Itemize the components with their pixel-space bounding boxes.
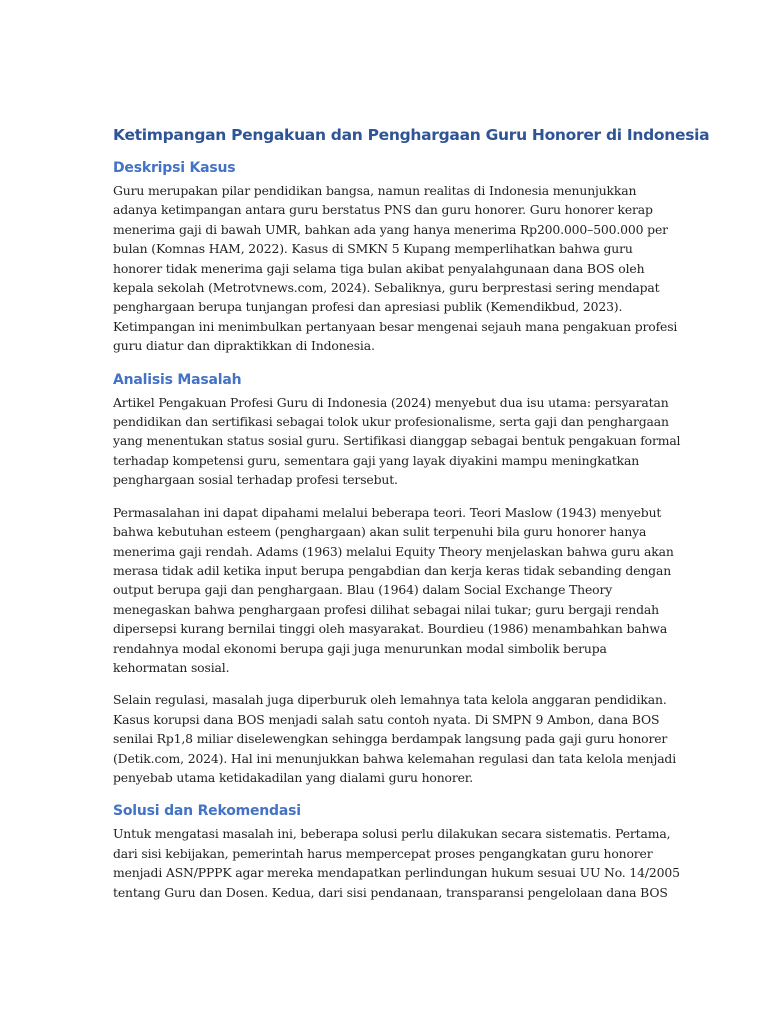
paragraph-line: honorer tidak menerima gaji selama tiga bulan akibat penyalahgunaan dana BOS oleh: [113, 260, 645, 276]
paragraph-line: Kasus korupsi dana BOS menjadi salah satu contoh nyata. Di SMPN 9 Ambon, dana BOS: [113, 711, 660, 727]
paragraph-line: menerima gaji di bawah UMR, bahkan ada yang hanya menerima Rp200.000–500.000 per: [113, 221, 668, 237]
paragraph-line: dipersepsi kurang bernilai tinggi oleh masyarakat. Bourdieu (1986) menambahkan bahwa: [113, 621, 668, 637]
paragraph-line: kepala sekolah (Metrotvnews.com, 2024). Sebaliknya, guru berprestasi sering mendapat: [113, 280, 660, 296]
paragraph-line: senilai Rp1,8 miliar diselewengkan sehingga berdampak langsung pada gaji guru honorer: [113, 731, 668, 747]
section-heading: Analisis Masalah: [113, 371, 242, 388]
paragraph-line: Selain regulasi, masalah juga diperburuk oleh lemahnya tata kelola anggaran pendidikan.: [113, 692, 667, 708]
paragraph-line: Permasalahan ini dapat dipahami melalui beberapa teori. Teori Maslow (1943) menyebut: [113, 504, 662, 520]
paragraph-line: kehormatan sosial.: [113, 659, 230, 675]
paragraph-line: bulan (Komnas HAM, 2022). Kasus di SMKN 5 Kupang memperlihatkan bahwa guru: [113, 241, 633, 257]
section-solusi-dan-rekomendasi: [113, 801, 680, 902]
paragraph-line: penghargaan sosial terhadap profesi tersebut.: [113, 472, 398, 488]
paragraph-line: rendahnya modal ekonomi berupa gaji juga menurunkan modal simbolik berupa: [113, 640, 607, 656]
section-heading: Deskripsi Kasus: [113, 160, 236, 176]
section-deskripsi-kasus: [113, 158, 678, 356]
paragraph-line: pendidikan dan sertifikasi sebagai tolok ukur profesionalisme, serta gaji dan penghargaan: [113, 414, 669, 430]
paragraph-line: Ketimpangan ini menimbulkan pertanyaan besar mengenai sejauh mana pengakuan profesi: [113, 318, 678, 334]
paragraph-line: penyebab utama ketidakadilan yang dialami guru honorer.: [113, 769, 474, 785]
body-paragraph: [113, 503, 674, 678]
paragraph-line: output berupa gaji dan penghargaan. Blau (1964) dalam Social Exchange Theory: [113, 582, 613, 598]
paragraph-line: dari sisi kebijakan, pemerintah harus mempercepat proses pengangkatan guru honorer: [113, 845, 653, 861]
paragraph-line: Guru merupakan pilar pendidikan bangsa, namun realitas di Indonesia menunjukkan: [113, 183, 637, 198]
paragraph-line: guru diatur dan dipraktikkan di Indonesia.: [113, 338, 375, 354]
paragraph-line: penghargaan berupa tunjangan profesi dan apresiasi publik (Kemendikbud, 2023).: [113, 299, 623, 315]
paragraph-line: tentang Guru dan Dosen. Kedua, dari sisi pendanaan, transparansi pengelolaan dana BOS: [113, 884, 668, 900]
paragraph-line: (Detik.com, 2024). Hal ini menunjukkan bahwa kelemahan regulasi dan tata kelola menjadi: [113, 750, 677, 766]
paragraph-line: merasa tidak adil ketika input berupa pengabdian dan kerja keras tidak sebanding dengan: [113, 562, 672, 578]
paragraph-line: terhadap kompetensi guru, sementara gaji yang layak diyakini mampu meningkatkan: [113, 452, 640, 468]
paragraph-line: menerima gaji rendah. Adams (1963) melalui Equity Theory menjelaskan bahwa guru akan: [113, 543, 674, 559]
paragraph-line: bahwa kebutuhan esteem (penghargaan) akan sulit terpenuhi bila guru honorer hanya: [113, 524, 647, 540]
body-paragraph: [113, 393, 681, 490]
paragraph-line: Untuk mengatasi masalah ini, beberapa solusi perlu dilakukan secara sistematis. Pertama,: [113, 826, 671, 842]
body-paragraph: [113, 824, 680, 902]
document-sections: [113, 158, 681, 902]
paragraph-line: adanya ketimpangan antara guru berstatus PNS dan guru honorer. Guru honorer kerap: [113, 202, 653, 218]
paragraph-line: menjadi ASN/PPPK agar mereka mendapatkan perlindungan hukum sesuai UU No. 14/2005: [113, 865, 680, 881]
paragraph-line: menegaskan bahwa penghargaan profesi dilihat sebagai nilai tukar; guru bergaji rendah: [113, 601, 659, 617]
body-paragraph: [113, 181, 678, 356]
document-title: Ketimpangan Pengakuan dan Penghargaan Guru Honorer di Indonesia: [113, 126, 710, 144]
paragraph-line: yang menentukan status sosial guru. Sertifikasi dianggap sebagai bentuk pengakuan formal: [113, 433, 681, 449]
document-body: [113, 124, 710, 915]
section-heading: Solusi dan Rekomendasi: [113, 803, 301, 820]
paragraph-line: Artikel Pengakuan Profesi Guru di Indonesia (2024) menyebut dua isu utama: persyaratan: [113, 394, 669, 410]
body-paragraph: [113, 690, 677, 787]
section-analisis-masalah: [113, 370, 681, 788]
